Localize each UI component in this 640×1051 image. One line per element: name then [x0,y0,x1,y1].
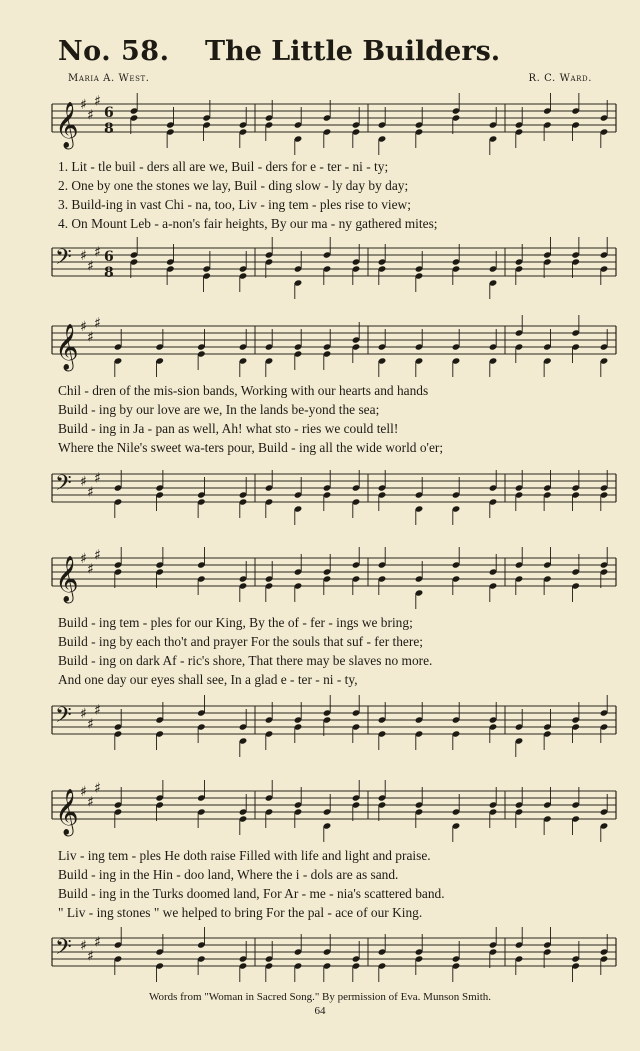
bass-staff-system-4 [0,926,640,986]
time-signature-bottom: 8 [104,121,114,137]
lyric-line: 4. On Mount Leb - a-non's fair heights, By our ma - ny gathered mites; [58,216,438,231]
sharp-icon: ♯ [87,258,94,275]
sharp-icon: ♯ [87,794,94,811]
sharp-icon: ♯ [94,934,101,951]
bass-clef-icon: 𝄢 [55,935,72,965]
sharp-icon: ♯ [87,561,94,578]
lyric-line: Liv - ing tem - ples He doth raise Filled with life and light and praise. [58,848,431,863]
sharp-icon: ♯ [87,107,94,124]
composer-credit: R. C. Ward. [528,73,592,84]
sharp-icon: ♯ [94,702,101,719]
verse-block-3 [58,613,618,689]
time-signature-top: 6 [104,105,114,121]
treble-clef-icon: 𝄞 [55,556,79,602]
sharp-icon: ♯ [80,248,87,264]
lyric-line: Build - ing by our love are we, In the lands be-yond the sea; [58,402,380,417]
bass-staff-system-2 [0,462,640,522]
sharp-icon: ♯ [80,938,87,954]
sharp-icon: ♯ [80,551,87,567]
lyric-line: And one day our eyes shall see, In a glad e - ter - ni - ty, [58,672,358,687]
treble-clef-icon: 𝄞 [55,324,79,370]
sharp-icon: ♯ [94,780,101,797]
bass-clef-icon: 𝄢 [55,245,72,275]
lyric-line: Build - ing in the Hin - doo land, Where the i - dols are as sand. [58,867,399,882]
sharp-icon: ♯ [80,474,87,490]
footer-credit: Words from "Woman in Sacred Song." By permission of Eva. Munson Smith. [148,991,492,1003]
lyric-line: " Liv - ing stones " we helped to bring For the pal - ace of our King. [58,905,423,920]
sharp-icon: ♯ [94,244,101,261]
bass-clef-icon: 𝄢 [55,471,72,501]
sharp-icon: ♯ [94,547,101,564]
sharp-icon: ♯ [87,329,94,346]
hymn-number: No. 58. [58,36,170,67]
lyric-line: 1. Lit - tle buil - ders all are we, Buil - ders for e - ter - ni - ty; [58,159,389,174]
verse-block-1 [58,157,618,233]
bass-clef-icon: 𝄢 [55,703,72,733]
lyric-line: Chil - dren of the mis-sion bands, Working with our hearts and hands [58,383,429,398]
bass-staff-system-3 [0,694,640,754]
treble-staff-system-2 [0,314,640,374]
lyric-line: 2. One by one the stones we lay, Buil - ding slow - ly day by day; [58,178,409,193]
treble-staff-system-1 [0,92,640,152]
hymn-title: The Little Builders. [205,36,501,67]
sharp-icon: ♯ [94,93,101,110]
sharp-icon: ♯ [80,319,87,335]
sharp-icon: ♯ [87,948,94,965]
treble-clef-icon: 𝄞 [55,789,79,835]
lyricist-credit: Maria A. West. [68,73,150,84]
lyric-line: Build - ing on dark Af - ric's shore, That there may be slaves no more. [58,653,433,668]
sharp-icon: ♯ [80,706,87,722]
lyric-line: Build - ing by each tho't and prayer For the souls that suf - fer there; [58,634,423,649]
time-signature-top: 6 [104,249,114,265]
treble-staff-system-3 [0,546,640,606]
verse-block-2 [58,381,618,457]
lyric-line: Build - ing in the Turks doomed land, For Ar - me - nia's scattered band. [58,886,445,901]
sharp-icon: ♯ [80,97,87,113]
lyric-line: Build - ing tem - ples for our King, By the of - fer - ings we bring; [58,615,413,630]
bass-staff-system-1 [0,236,640,296]
treble-staff-system-4 [0,779,640,839]
lyric-line: 3. Build-ing in vast Chi - na, too, Liv - ing tem - ples rise to view; [58,197,411,212]
page-number: 64 [314,1005,326,1017]
sharp-icon: ♯ [87,484,94,501]
verse-block-4 [58,846,618,922]
lyric-line: Build - ing in Ja - pan as well, Ah! what sto - ries we could tell! [58,421,399,436]
sharp-icon: ♯ [94,315,101,332]
time-signature-bottom: 8 [104,265,114,281]
sharp-icon: ♯ [80,784,87,800]
lyric-line: Where the Nile's sweet wa-ters pour, Build - ing all the wide world o'er; [58,440,444,455]
sharp-icon: ♯ [87,716,94,733]
treble-clef-icon: 𝄞 [55,102,79,148]
sharp-icon: ♯ [94,470,101,487]
